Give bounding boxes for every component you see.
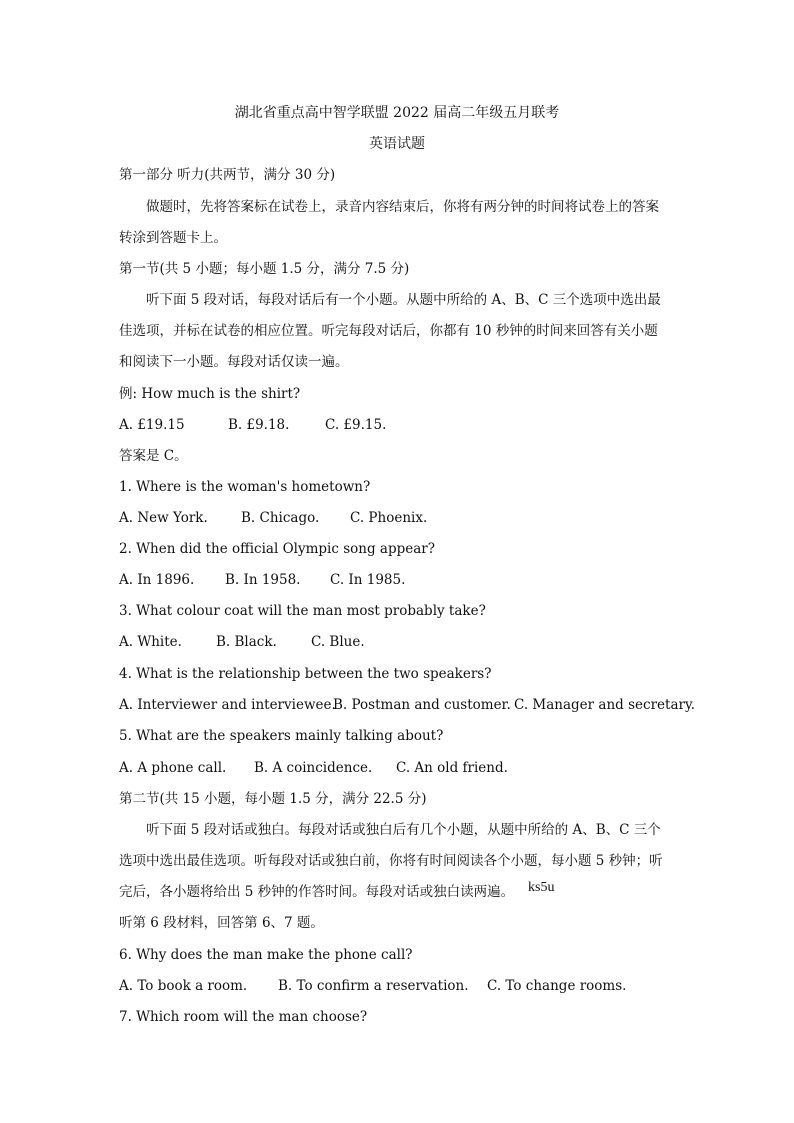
question-4: 4. What is the relationship between the two speakers? bbox=[119, 666, 492, 682]
example-answer: 答案是 C。 bbox=[119, 448, 188, 464]
watermark-text: ks5u bbox=[528, 880, 555, 895]
section1-instruction-line3: 和阅读下一小题。每段对话仅读一遍。 bbox=[119, 354, 349, 370]
q3-option-c: C. Blue. bbox=[311, 634, 365, 650]
part1-intro-line1: 做题时，先将答案标在试卷上，录音内容结束后，你将有两分钟的时间将试卷上的答案 bbox=[146, 199, 659, 215]
question-6: 6. Why does the man make the phone call? bbox=[119, 947, 413, 963]
example-option-b: B. £9.18. bbox=[228, 417, 290, 433]
question-5: 5. What are the speakers mainly talking about? bbox=[119, 728, 444, 744]
question-7: 7. Which room will the man choose? bbox=[119, 1009, 368, 1025]
section2-instruction-line1: 听下面 5 段对话或独白。每段对话或独白后有几个小题，从题中所给的 A、B、C 三个 bbox=[146, 822, 661, 838]
q2-option-a: A. In 1896. bbox=[119, 572, 195, 588]
q5-option-a: A. A phone call. bbox=[119, 760, 227, 776]
question-2: 2. When did the official Olympic song appear? bbox=[119, 541, 435, 557]
question-3: 3. What colour coat will the man most probably take? bbox=[119, 603, 486, 619]
q1-option-b: B. Chicago. bbox=[241, 510, 320, 526]
q1-option-c: C. Phoenix. bbox=[350, 510, 428, 526]
part1-heading: 第一部分 听力(共两节，满分 30 分) bbox=[119, 167, 336, 183]
section1-instruction-line1: 听下面 5 段对话，每段对话后有一个小题。从题中所给的 A、B、C 三个选项中选出最 bbox=[146, 292, 661, 308]
example-option-a: A. £19.15 bbox=[119, 417, 185, 433]
section1-instruction-line2: 佳选项，并标在试卷的相应位置。听完每段对话后，你都有 10 秒钟的时间来回答有关小题 bbox=[119, 323, 658, 339]
exam-title: 湖北省重点高中智学联盟 2022 届高二年级五月联考 bbox=[234, 105, 560, 121]
q1-option-a: A. New York. bbox=[119, 510, 208, 526]
q3-option-a: A. White. bbox=[119, 634, 182, 650]
q4-option-b: B. Postman and customer. bbox=[333, 697, 511, 713]
section2-heading: 第二节(共 15 小题，每小题 1.5 分，满分 22.5 分) bbox=[119, 791, 427, 807]
material-note: 听第 6 段材料，回答第 6、7 题。 bbox=[119, 915, 324, 931]
section2-instruction-line3: 完后，各小题将给出 5 秒钟的作答时间。每段对话或独白读两遍。 bbox=[119, 884, 515, 900]
exam-subtitle: 英语试题 bbox=[369, 136, 425, 152]
q2-option-c: C. In 1985. bbox=[330, 572, 406, 588]
part1-intro-line2: 转涂到答题卡上。 bbox=[119, 230, 227, 246]
q2-option-b: B. In 1958. bbox=[225, 572, 301, 588]
example-option-c: C. £9.15. bbox=[325, 417, 387, 433]
q3-option-b: B. Black. bbox=[216, 634, 277, 650]
section2-instruction-line2: 选项中选出最佳选项。听每段对话或独白前，你将有时间阅读各个小题，每小题 5 秒钟；听 bbox=[119, 853, 663, 869]
q6-option-b: B. To confirm a reservation. bbox=[278, 978, 469, 994]
q5-option-c: C. An old friend. bbox=[396, 760, 508, 776]
q6-option-a: A. To book a room. bbox=[119, 978, 248, 994]
q6-option-c: C. To change rooms. bbox=[487, 978, 627, 994]
section1-heading: 第一节(共 5 小题；每小题 1.5 分，满分 7.5 分) bbox=[119, 261, 410, 277]
example-question: 例: How much is the shirt? bbox=[119, 386, 301, 402]
q4-option-c: C. Manager and secretary. bbox=[514, 697, 696, 713]
q4-option-a: A. Interviewer and interviewee. bbox=[119, 697, 336, 713]
q5-option-b: B. A coincidence. bbox=[254, 760, 373, 776]
question-1: 1. Where is the woman's hometown? bbox=[119, 479, 371, 495]
